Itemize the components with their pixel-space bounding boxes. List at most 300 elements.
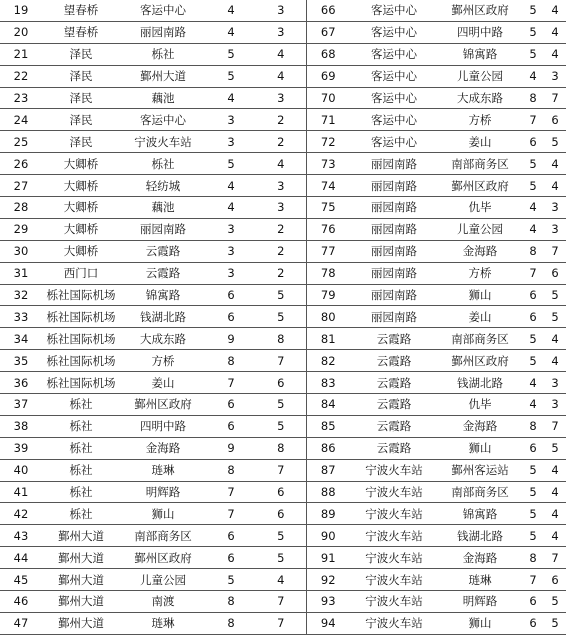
- origin-left: 泽民: [42, 43, 120, 65]
- row-number-left: 41: [0, 481, 42, 503]
- destination-right: 仇毕: [438, 197, 522, 219]
- origin-right: 云霞路: [350, 415, 438, 437]
- destination-right: 姜山: [438, 306, 522, 328]
- table-row: [0, 547, 566, 569]
- destination-left: 鄞州大道: [120, 65, 206, 87]
- fare-a-right: 5: [522, 525, 544, 547]
- origin-left: 栎社: [42, 437, 120, 459]
- origin-left: 栎社: [42, 481, 120, 503]
- table-row: [0, 153, 566, 175]
- fare-b-left: 3: [256, 175, 306, 197]
- fare-a-left: 4: [206, 175, 256, 197]
- row-number-left: 39: [0, 437, 42, 459]
- origin-left: 栎社: [42, 394, 120, 416]
- origin-right: 云霞路: [350, 328, 438, 350]
- fare-b-left: 7: [256, 612, 306, 634]
- fare-a-right: 8: [522, 240, 544, 262]
- row-number-left: 23: [0, 87, 42, 109]
- fare-b-right: 4: [544, 459, 566, 481]
- fare-a-right: 4: [522, 218, 544, 240]
- origin-right: 宁波火车站: [350, 547, 438, 569]
- origin-left: 栎社国际机场: [42, 372, 120, 394]
- table-row: [0, 459, 566, 481]
- origin-left: 栎社: [42, 459, 120, 481]
- fare-b-right: 7: [544, 547, 566, 569]
- origin-left: 栎社: [42, 415, 120, 437]
- fare-b-right: 5: [544, 612, 566, 634]
- fare-a-left: 6: [206, 525, 256, 547]
- row-number-right: 66: [306, 0, 350, 21]
- fare-a-left: 7: [206, 372, 256, 394]
- fare-b-right: 6: [544, 569, 566, 591]
- origin-right: 客运中心: [350, 131, 438, 153]
- origin-right: 宁波火车站: [350, 591, 438, 613]
- fare-b-left: 7: [256, 591, 306, 613]
- fare-a-left: 5: [206, 43, 256, 65]
- row-number-right: 74: [306, 175, 350, 197]
- row-number-right: 92: [306, 569, 350, 591]
- destination-left: 客运中心: [120, 0, 206, 21]
- table-row: [0, 87, 566, 109]
- fare-a-left: 8: [206, 612, 256, 634]
- table-row: [0, 415, 566, 437]
- fare-a-right: 8: [522, 547, 544, 569]
- row-number-right: 82: [306, 350, 350, 372]
- row-number-right: 83: [306, 372, 350, 394]
- fare-a-left: 8: [206, 350, 256, 372]
- destination-left: 方桥: [120, 350, 206, 372]
- destination-left: 大成东路: [120, 328, 206, 350]
- destination-left: 钱湖北路: [120, 306, 206, 328]
- origin-right: 云霞路: [350, 350, 438, 372]
- table-row: [0, 65, 566, 87]
- fare-a-right: 5: [522, 153, 544, 175]
- destination-right: 狮山: [438, 284, 522, 306]
- row-number-left: 33: [0, 306, 42, 328]
- table-row: [0, 262, 566, 284]
- fare-a-left: 5: [206, 569, 256, 591]
- destination-right: 大成东路: [438, 87, 522, 109]
- origin-left: 鄞州大道: [42, 525, 120, 547]
- fare-a-right: 5: [522, 503, 544, 525]
- row-number-right: 94: [306, 612, 350, 634]
- fare-a-right: 5: [522, 459, 544, 481]
- fare-b-right: 4: [544, 350, 566, 372]
- row-number-right: 93: [306, 591, 350, 613]
- fare-b-left: 4: [256, 65, 306, 87]
- row-number-left: 22: [0, 65, 42, 87]
- fare-a-left: 4: [206, 87, 256, 109]
- row-number-right: 85: [306, 415, 350, 437]
- fare-a-right: 5: [522, 481, 544, 503]
- row-number-left: 20: [0, 21, 42, 43]
- fare-b-right: 3: [544, 394, 566, 416]
- fare-b-left: 5: [256, 394, 306, 416]
- destination-right: 狮山: [438, 437, 522, 459]
- origin-right: 宁波火车站: [350, 569, 438, 591]
- fare-b-right: 4: [544, 43, 566, 65]
- destination-right: 锦寓路: [438, 503, 522, 525]
- destination-right: 钱湖北路: [438, 525, 522, 547]
- fare-a-right: 5: [522, 328, 544, 350]
- fare-b-right: 6: [544, 262, 566, 284]
- table-row: [0, 197, 566, 219]
- row-number-right: 81: [306, 328, 350, 350]
- destination-right: 四明中路: [438, 21, 522, 43]
- fare-b-right: 4: [544, 328, 566, 350]
- destination-right: 明辉路: [438, 591, 522, 613]
- row-number-left: 47: [0, 612, 42, 634]
- destination-left: 琏琳: [120, 459, 206, 481]
- fare-a-left: 8: [206, 591, 256, 613]
- origin-right: 宁波火车站: [350, 459, 438, 481]
- origin-left: 大卿桥: [42, 197, 120, 219]
- origin-right: 丽园南路: [350, 218, 438, 240]
- fare-a-right: 5: [522, 0, 544, 21]
- destination-left: 鄞州区政府: [120, 394, 206, 416]
- fare-b-left: 7: [256, 350, 306, 372]
- fare-a-left: 6: [206, 306, 256, 328]
- origin-left: 栎社国际机场: [42, 328, 120, 350]
- row-number-left: 30: [0, 240, 42, 262]
- fare-b-left: 2: [256, 109, 306, 131]
- origin-left: 鄞州大道: [42, 591, 120, 613]
- origin-right: 丽园南路: [350, 284, 438, 306]
- fare-a-right: 5: [522, 43, 544, 65]
- origin-right: 丽园南路: [350, 306, 438, 328]
- row-number-right: 76: [306, 218, 350, 240]
- origin-left: 大卿桥: [42, 175, 120, 197]
- destination-left: 姜山: [120, 372, 206, 394]
- fare-a-right: 7: [522, 569, 544, 591]
- origin-left: 泽民: [42, 109, 120, 131]
- table-row: [0, 131, 566, 153]
- origin-left: 栎社: [42, 503, 120, 525]
- destination-left: 南部商务区: [120, 525, 206, 547]
- fare-a-right: 4: [522, 197, 544, 219]
- destination-right: 南部商务区: [438, 153, 522, 175]
- destination-left: 丽园南路: [120, 21, 206, 43]
- row-number-left: 25: [0, 131, 42, 153]
- row-number-left: 28: [0, 197, 42, 219]
- fare-b-left: 5: [256, 525, 306, 547]
- origin-right: 丽园南路: [350, 262, 438, 284]
- fare-a-right: 6: [522, 612, 544, 634]
- origin-right: 丽园南路: [350, 240, 438, 262]
- fare-b-left: 2: [256, 262, 306, 284]
- row-number-right: 70: [306, 87, 350, 109]
- row-number-left: 21: [0, 43, 42, 65]
- fare-a-right: 6: [522, 131, 544, 153]
- fare-a-right: 5: [522, 350, 544, 372]
- fare-b-right: 4: [544, 481, 566, 503]
- origin-left: 鄞州大道: [42, 612, 120, 634]
- row-number-left: 19: [0, 0, 42, 21]
- fare-a-right: 6: [522, 306, 544, 328]
- origin-right: 客运中心: [350, 0, 438, 21]
- fare-b-right: 4: [544, 0, 566, 21]
- row-number-right: 75: [306, 197, 350, 219]
- fare-b-left: 2: [256, 240, 306, 262]
- fare-b-right: 3: [544, 65, 566, 87]
- origin-left: 泽民: [42, 65, 120, 87]
- fare-a-right: 4: [522, 65, 544, 87]
- destination-left: 锦寓路: [120, 284, 206, 306]
- row-number-left: 31: [0, 262, 42, 284]
- row-number-right: 86: [306, 437, 350, 459]
- destination-left: 南渡: [120, 591, 206, 613]
- row-number-left: 24: [0, 109, 42, 131]
- origin-right: 宁波火车站: [350, 612, 438, 634]
- table-row: [0, 284, 566, 306]
- fare-a-right: 8: [522, 415, 544, 437]
- table-row: [0, 481, 566, 503]
- table-row: [0, 503, 566, 525]
- destination-left: 琏琳: [120, 612, 206, 634]
- origin-left: 望春桥: [42, 0, 120, 21]
- fare-b-right: 7: [544, 415, 566, 437]
- fare-b-left: 2: [256, 218, 306, 240]
- fare-b-left: 8: [256, 328, 306, 350]
- row-number-right: 91: [306, 547, 350, 569]
- row-number-left: 27: [0, 175, 42, 197]
- destination-right: 琏琳: [438, 569, 522, 591]
- row-number-right: 89: [306, 503, 350, 525]
- origin-left: 栎社国际机场: [42, 350, 120, 372]
- origin-left: 泽民: [42, 87, 120, 109]
- table-row: [0, 437, 566, 459]
- fare-b-right: 5: [544, 591, 566, 613]
- fare-b-right: 6: [544, 109, 566, 131]
- origin-left: 西门口: [42, 262, 120, 284]
- fare-a-left: 5: [206, 153, 256, 175]
- fare-b-right: 5: [544, 437, 566, 459]
- table-row: [0, 612, 566, 634]
- destination-left: 鄞州区政府: [120, 547, 206, 569]
- destination-left: 四明中路: [120, 415, 206, 437]
- destination-left: 儿童公园: [120, 569, 206, 591]
- fare-a-left: 4: [206, 21, 256, 43]
- fare-b-right: 3: [544, 372, 566, 394]
- table-row: [0, 0, 566, 21]
- destination-right: 鄞州客运站: [438, 459, 522, 481]
- origin-left: 大卿桥: [42, 218, 120, 240]
- row-number-right: 68: [306, 43, 350, 65]
- origin-right: 客运中心: [350, 65, 438, 87]
- fare-a-left: 6: [206, 394, 256, 416]
- fare-b-left: 5: [256, 284, 306, 306]
- row-number-right: 71: [306, 109, 350, 131]
- origin-right: 宁波火车站: [350, 481, 438, 503]
- origin-right: 丽园南路: [350, 197, 438, 219]
- fare-b-left: 8: [256, 437, 306, 459]
- fare-b-right: 4: [544, 525, 566, 547]
- destination-right: 儿童公园: [438, 65, 522, 87]
- destination-left: 轻纺城: [120, 175, 206, 197]
- fare-a-left: 9: [206, 437, 256, 459]
- row-number-right: 69: [306, 65, 350, 87]
- fare-b-right: 5: [544, 306, 566, 328]
- fare-b-right: 3: [544, 197, 566, 219]
- origin-right: 客运中心: [350, 43, 438, 65]
- row-number-left: 46: [0, 591, 42, 613]
- destination-left: 丽园南路: [120, 218, 206, 240]
- fare-b-right: 4: [544, 21, 566, 43]
- fare-a-left: 5: [206, 65, 256, 87]
- destination-left: 宁波火车站: [120, 131, 206, 153]
- fare-b-left: 4: [256, 43, 306, 65]
- table-row: [0, 175, 566, 197]
- fare-a-left: 6: [206, 284, 256, 306]
- fare-b-right: 3: [544, 218, 566, 240]
- fare-a-left: 3: [206, 240, 256, 262]
- fare-b-left: 2: [256, 131, 306, 153]
- origin-right: 丽园南路: [350, 153, 438, 175]
- fare-a-right: 5: [522, 175, 544, 197]
- fare-b-left: 6: [256, 503, 306, 525]
- table-row: [0, 525, 566, 547]
- row-number-left: 32: [0, 284, 42, 306]
- destination-left: 云霞路: [120, 240, 206, 262]
- fare-b-right: 5: [544, 284, 566, 306]
- row-number-left: 36: [0, 372, 42, 394]
- origin-left: 栎社国际机场: [42, 306, 120, 328]
- fare-b-left: 5: [256, 415, 306, 437]
- origin-left: 大卿桥: [42, 153, 120, 175]
- table-row: [0, 21, 566, 43]
- row-number-left: 40: [0, 459, 42, 481]
- fare-a-right: 6: [522, 591, 544, 613]
- destination-right: 鄞州区政府: [438, 0, 522, 21]
- destination-right: 仇毕: [438, 394, 522, 416]
- destination-left: 栎社: [120, 43, 206, 65]
- fare-b-right: 7: [544, 87, 566, 109]
- fare-a-left: 6: [206, 415, 256, 437]
- fare-a-right: 7: [522, 109, 544, 131]
- fare-b-right: 4: [544, 153, 566, 175]
- origin-right: 云霞路: [350, 372, 438, 394]
- row-number-right: 79: [306, 284, 350, 306]
- destination-left: 金海路: [120, 437, 206, 459]
- table-row: [0, 306, 566, 328]
- fare-a-right: 8: [522, 87, 544, 109]
- fare-a-left: 4: [206, 197, 256, 219]
- fare-a-left: 3: [206, 262, 256, 284]
- table-row: [0, 569, 566, 591]
- row-number-right: 90: [306, 525, 350, 547]
- origin-right: 丽园南路: [350, 175, 438, 197]
- table-row: [0, 350, 566, 372]
- row-number-left: 38: [0, 415, 42, 437]
- row-number-left: 37: [0, 394, 42, 416]
- row-number-left: 35: [0, 350, 42, 372]
- origin-left: 望春桥: [42, 21, 120, 43]
- fare-a-left: 3: [206, 218, 256, 240]
- destination-right: 方桥: [438, 109, 522, 131]
- fare-b-left: 3: [256, 0, 306, 21]
- fare-b-left: 5: [256, 547, 306, 569]
- destination-right: 南部商务区: [438, 481, 522, 503]
- fare-b-left: 4: [256, 153, 306, 175]
- fare-a-right: 4: [522, 394, 544, 416]
- table-row: [0, 218, 566, 240]
- fare-a-left: 6: [206, 547, 256, 569]
- fare-b-left: 7: [256, 459, 306, 481]
- fare-a-left: 7: [206, 481, 256, 503]
- table-row: [0, 328, 566, 350]
- fare-b-left: 3: [256, 197, 306, 219]
- fare-a-right: 6: [522, 284, 544, 306]
- destination-right: 金海路: [438, 415, 522, 437]
- table-row: [0, 394, 566, 416]
- fare-b-left: 3: [256, 21, 306, 43]
- row-number-right: 87: [306, 459, 350, 481]
- destination-right: 姜山: [438, 131, 522, 153]
- fare-b-right: 4: [544, 175, 566, 197]
- destination-right: 金海路: [438, 547, 522, 569]
- row-number-right: 72: [306, 131, 350, 153]
- row-number-right: 78: [306, 262, 350, 284]
- row-number-left: 45: [0, 569, 42, 591]
- fare-a-left: 3: [206, 131, 256, 153]
- destination-right: 钱湖北路: [438, 372, 522, 394]
- row-number-left: 43: [0, 525, 42, 547]
- fare-a-left: 7: [206, 503, 256, 525]
- origin-left: 鄞州大道: [42, 569, 120, 591]
- origin-right: 客运中心: [350, 109, 438, 131]
- origin-left: 鄞州大道: [42, 547, 120, 569]
- destination-right: 方桥: [438, 262, 522, 284]
- fare-a-right: 7: [522, 262, 544, 284]
- destination-right: 鄞州区政府: [438, 350, 522, 372]
- fare-a-left: 4: [206, 0, 256, 21]
- fare-a-left: 8: [206, 459, 256, 481]
- origin-right: 宁波火车站: [350, 503, 438, 525]
- table-row: [0, 240, 566, 262]
- row-number-left: 34: [0, 328, 42, 350]
- row-number-left: 29: [0, 218, 42, 240]
- row-number-right: 67: [306, 21, 350, 43]
- row-number-right: 77: [306, 240, 350, 262]
- fare-a-left: 3: [206, 109, 256, 131]
- fare-a-right: 4: [522, 372, 544, 394]
- row-number-right: 80: [306, 306, 350, 328]
- destination-right: 儿童公园: [438, 218, 522, 240]
- origin-right: 云霞路: [350, 437, 438, 459]
- destination-left: 藕池: [120, 197, 206, 219]
- fare-a-left: 9: [206, 328, 256, 350]
- fare-a-right: 5: [522, 21, 544, 43]
- fare-b-left: 3: [256, 87, 306, 109]
- destination-left: 藕池: [120, 87, 206, 109]
- destination-right: 鄞州区政府: [438, 175, 522, 197]
- destination-left: 明辉路: [120, 481, 206, 503]
- destination-left: 云霞路: [120, 262, 206, 284]
- destination-left: 客运中心: [120, 109, 206, 131]
- fare-b-left: 4: [256, 569, 306, 591]
- fare-a-right: 6: [522, 437, 544, 459]
- table-row: [0, 372, 566, 394]
- fare-b-right: 5: [544, 131, 566, 153]
- row-number-left: 26: [0, 153, 42, 175]
- destination-right: 金海路: [438, 240, 522, 262]
- origin-left: 大卿桥: [42, 240, 120, 262]
- destination-left: 狮山: [120, 503, 206, 525]
- row-number-right: 73: [306, 153, 350, 175]
- fare-b-right: 7: [544, 240, 566, 262]
- destination-left: 栎社: [120, 153, 206, 175]
- destination-right: 狮山: [438, 612, 522, 634]
